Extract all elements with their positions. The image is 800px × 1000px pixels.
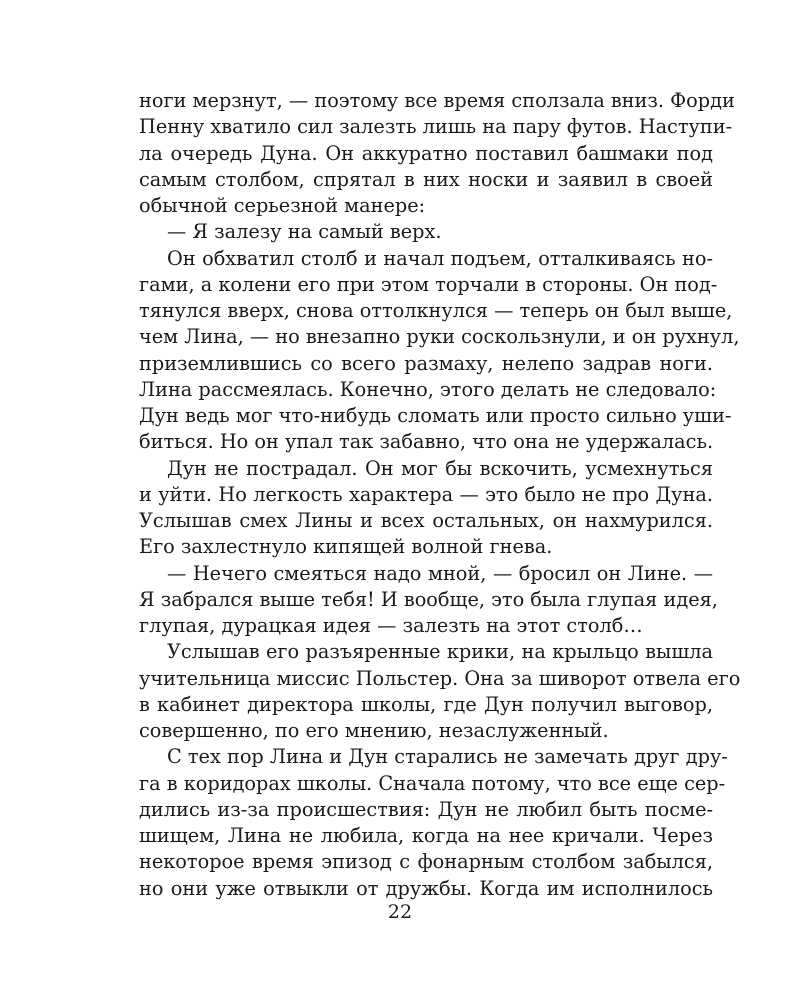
text-line: обычной серьезной манере: [139,194,426,217]
text-line: га в коридорах школы. Сначала потому, что все еще сер- [139,771,726,795]
text-line: гами, а колени его при этом торчали в стороны. Он под- [139,272,718,296]
text-line: Он обхватил столб и начал подъем, отталкиваясь но- [167,246,713,270]
text-line: и уйти. Но легкость характера — это было не про Дуна. [139,482,713,506]
text-line: Дун не пострадал. Он мог бы вскочить, усмехнуться [167,456,713,480]
text-line: Услышав его разъяренные крики, на крыльцо вышла [167,640,713,664]
text-line: ла очередь Дуна. Он аккуратно поставил башмаки под [139,141,713,165]
text-line: ноги мерзнут, — поэтому все время сползала вниз. Форди [139,89,735,112]
text-line: самым столбом, спрятал в них носки и заявил в своей [139,167,713,191]
text-line: приземлившись со всего размаху, нелепо задрав ноги. [139,351,713,375]
text-line: — Нечего смеяться надо мной, — бросил он Лине. — [167,561,713,585]
text-line: С тех пор Лина и Дун старались не замечать друг дру- [167,745,728,769]
text-line: но они уже отвыкли от дружбы. Когда им исполнилось [139,876,713,900]
text-line: Я забрался выше тебя! И вообще, это была глупая идея, [139,587,718,611]
text-line: — Я залезу на самый верх. [167,220,442,244]
text-line: тянулся вверх, снова оттолкнулся — теперь он был выше, [139,299,733,322]
text-line: совершенно, по его мнению, незаслуженный. [139,719,609,742]
text-line: чем Лина, — но внезапно руки соскользнули, и он рухнул, [139,325,740,349]
text-line: Услышав смех Лины и всех остальных, он нахмурился. [139,509,713,532]
text-line: биться. Но он упал так забавно, что она не удержалась. [139,430,714,454]
text-line: учительница миссис Польстер. Она за шиворот отвела его [139,666,741,690]
page-number: 22 [387,901,413,923]
text-line: Дун ведь мог что-нибудь сломать или просто сильно уши- [139,404,732,427]
text-line: шищем, Лина не любила, когда на нее кричали. Через [139,824,713,847]
text-line: в кабинет директора школы, где Дун получил выговор, [139,692,713,716]
text-line: глупая, дурацкая идея — залезть на этот столб… [139,614,643,637]
text-line: Лина рассмеялась. Конечно, этого делать не следовало: [139,377,717,401]
text-line: Пенну хватило сил залезть лишь на пару футов. Наступи- [139,115,733,139]
text-line: некоторое время эпизод с фонарным столбом забылся, [139,850,713,874]
text-line: Его захлестнуло кипящей волной гнева. [139,535,553,559]
text-line: дились из-за происшествия: Дун не любил быть посме- [139,797,713,821]
body-text [139,88,741,902]
